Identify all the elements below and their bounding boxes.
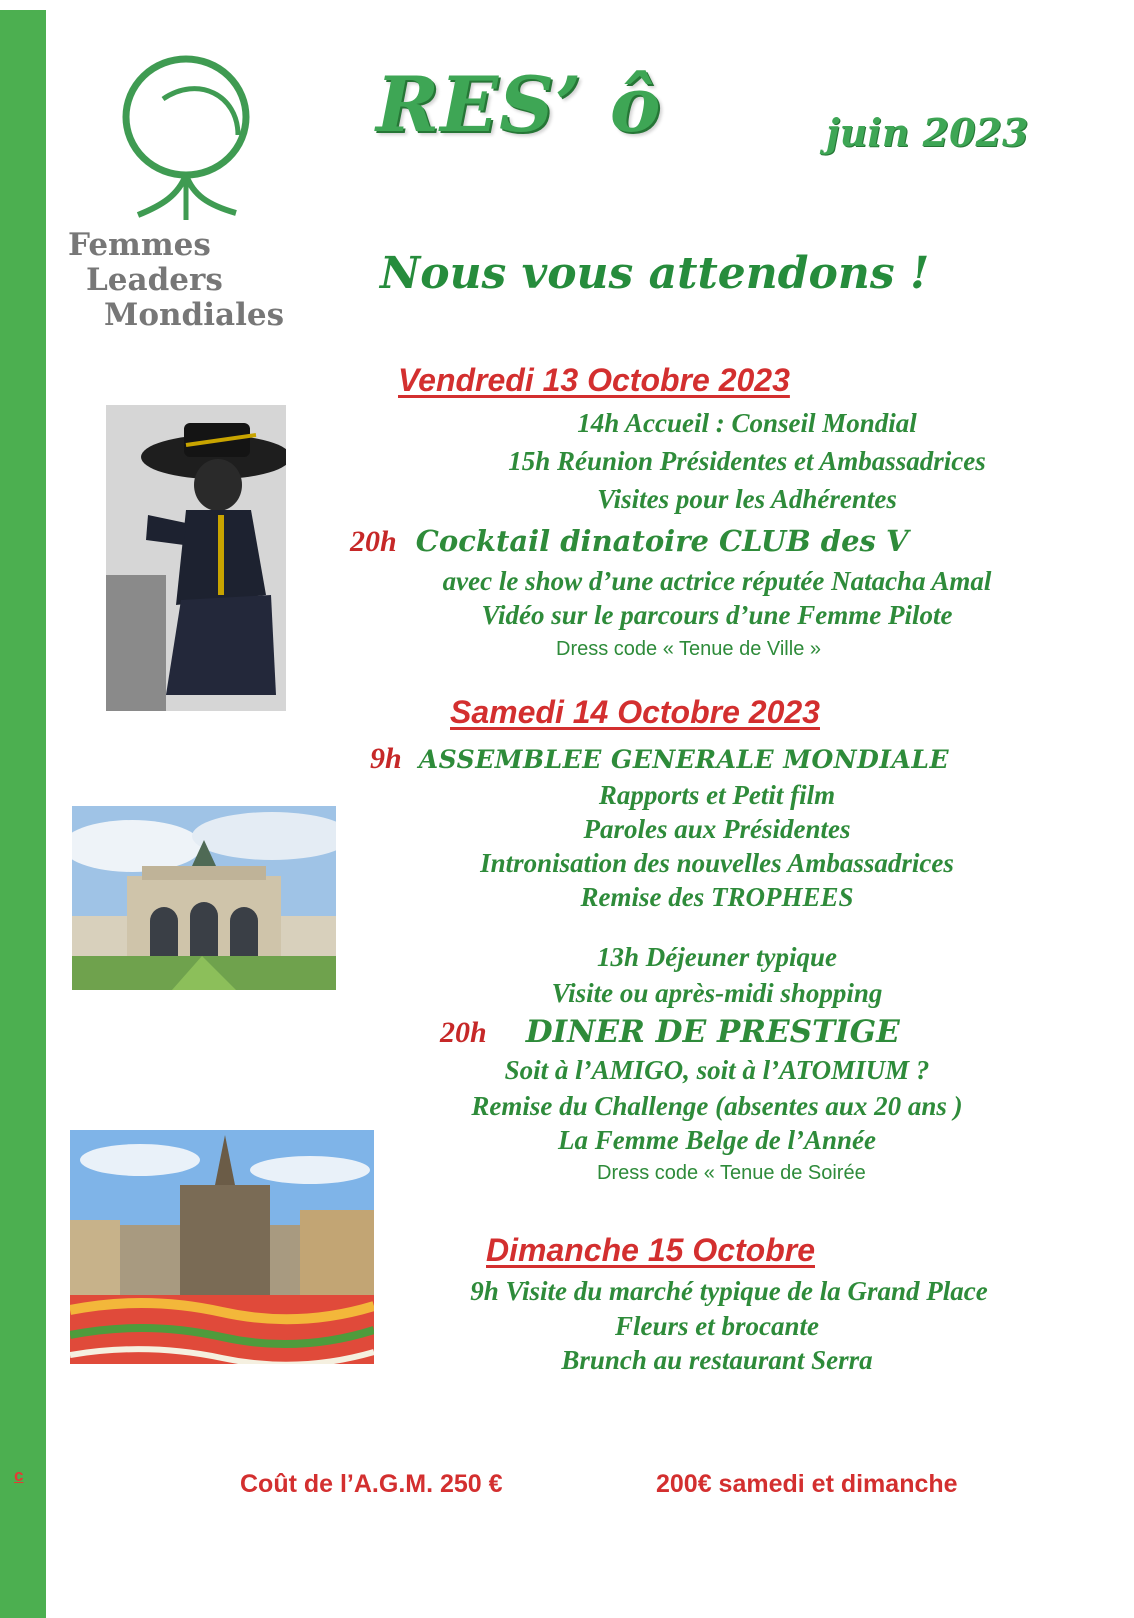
friday-item-2: 15h Réunion Présidentes et Ambassadrices [508,446,986,476]
day-heading-friday: Vendredi 13 Octobre 2023 [398,362,790,398]
agm-item-3: Intronisation des nouvelles Ambassadrices [480,848,954,878]
dinner-title: DINER DE PRESTIGE [525,1014,900,1050]
issue-date: juin 2023 [826,110,1029,155]
tagline: Nous vous attendons ! [380,248,930,299]
logo-text-mondiales: Mondiales [104,297,285,333]
agm-item-4: Remise des TROPHEES [580,882,854,912]
friday-item-3: Visites pour les Adhérentes [597,484,897,514]
logo-text-leaders: Leaders [86,262,223,298]
dinner-item-1: Soit à l’AMIGO, soit à l’ATOMIUM ? [504,1055,930,1085]
cocktail-title: Cocktail dinatoire CLUB des V [415,524,909,558]
sunday-item-1: 9h Visite du marché typique de la Grand Place [470,1276,988,1306]
sunday-item-3: Brunch au restaurant Serra [561,1345,873,1375]
logo-text-femmes: Femmes [68,227,211,263]
friday-detail-1: avec le show d’une actrice réputée Natacha Amal [442,566,992,596]
saturday-dinner-line [440,1014,900,1050]
afternoon-item-2: Visite ou après-midi shopping [551,978,883,1008]
afternoon-item-1: 13h Déjeuner typique [597,942,837,972]
agm-title: ASSEMBLEE GENERALE MONDIALE [418,745,950,774]
sunday-item-2: Fleurs et brocante [614,1311,819,1341]
friday-cocktail-line [350,524,908,559]
cocktail-hour: 20h [350,525,397,558]
friday-dress-code: Dress code « Tenue de Ville » [556,638,821,660]
margin-mark: c [14,1466,24,1485]
femmes-leaders-mondiales-logo [68,55,338,345]
dinner-hour: 20h [440,1016,487,1049]
agm-hour: 9h [370,742,402,775]
friday-item-1: 14h Accueil : Conseil Mondial [577,408,917,438]
agm-item-2: Paroles aux Présidentes [583,814,851,844]
cost-full-agm: Coût de l’A.G.M. 250 € [240,1470,503,1498]
dinner-item-3: La Femme Belge de l’Année [558,1125,876,1155]
saturday-dress-code: Dress code « Tenue de Soirée [597,1162,866,1184]
dinner-item-2: Remise du Challenge (absentes aux 20 ans ) [471,1091,963,1121]
cost-weekend: 200€ samedi et dimanche [656,1470,958,1498]
page-title: RES’ ô [376,60,662,149]
friday-detail-2: Vidéo sur le parcours d’une Femme Pilote [481,600,953,630]
left-green-bar [0,10,46,1618]
photo-manneken-pis [106,405,286,711]
day-heading-sunday: Dimanche 15 Octobre [486,1232,815,1268]
logo-emblem-icon [68,55,338,230]
saturday-agm-line [370,742,949,776]
agm-item-1: Rapports et Petit film [598,780,836,810]
day-heading-saturday: Samedi 14 Octobre 2023 [450,694,820,730]
photo-cinquantenaire-arch [72,806,336,990]
